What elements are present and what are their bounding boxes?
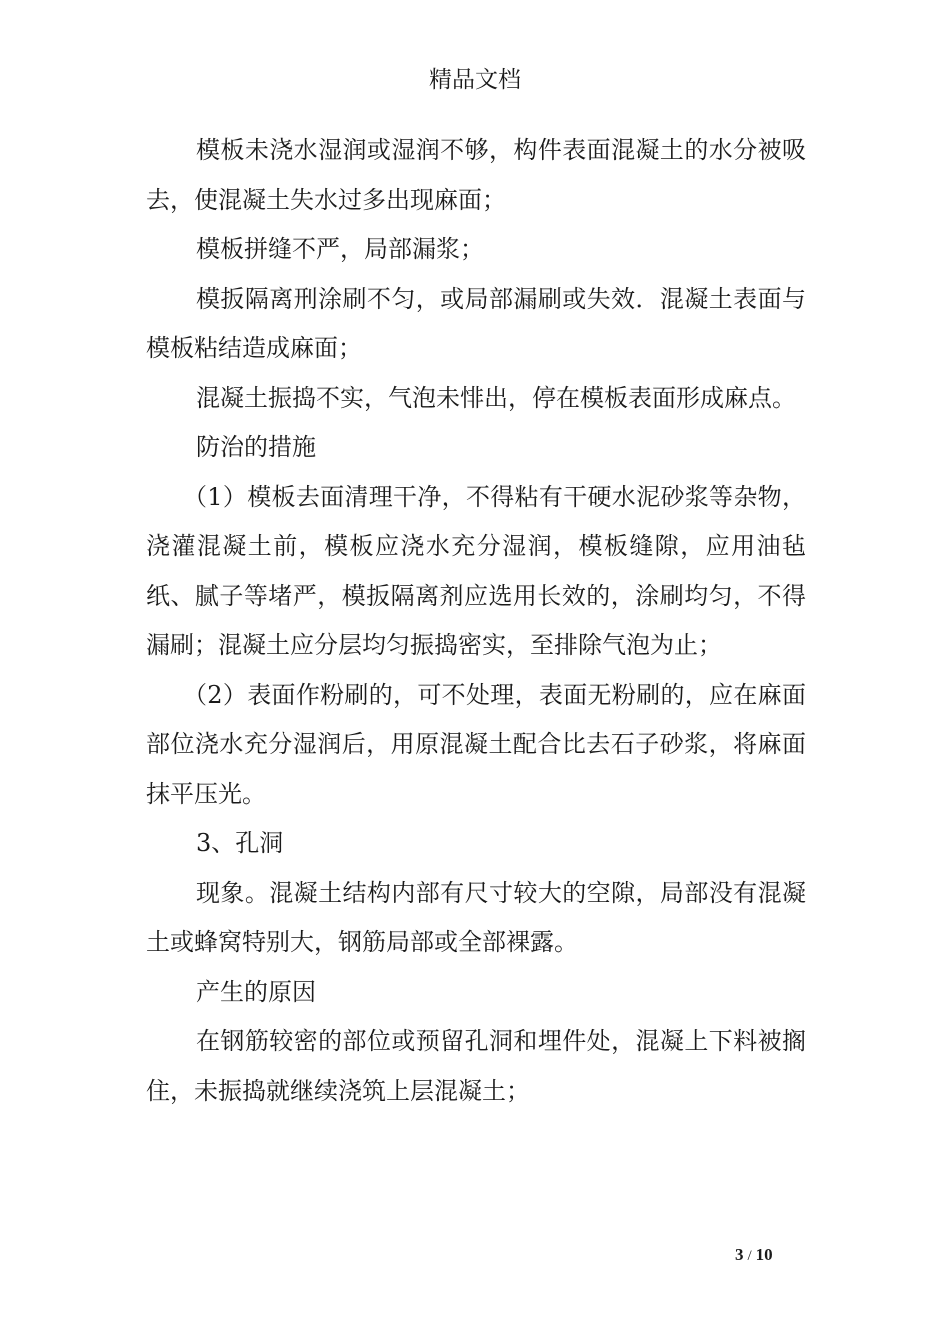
- paragraph: 模扳隔离刑涂刷不匀，或局部漏刷或失效．混凝土表面与模板粘结造成麻面；: [146, 284, 806, 362]
- page-header: [0, 64, 950, 96]
- paragraph: 混凝土振捣不实，气泡未悱出，停在模板表面形成麻点。: [196, 383, 796, 412]
- page-separator: /: [747, 1248, 752, 1264]
- paragraph: 在钢筋较密的部位或预留孔洞和埋件处，混凝上下料被搁住，未振捣就继续浇筑上层混凝土；: [146, 1027, 806, 1105]
- total-pages: 10: [755, 1245, 773, 1264]
- header-title: 精品文档: [429, 67, 521, 93]
- paragraph: （2）表面作粉刷的，可不处理，表面无粉刷的，应在麻面部位浇水充分湿润后，用原混凝土配合比去石子砂浆，将麻面抹平压光。: [146, 680, 806, 808]
- page-number: [735, 1244, 773, 1267]
- section-heading: 3、孔洞: [196, 829, 284, 857]
- current-page: 3: [735, 1245, 744, 1264]
- paragraph: 模板未浇水湿润或湿润不够，构件表面混凝土的水分被吸去，使混凝土失水过多出现麻面；: [146, 136, 806, 214]
- document-body: [146, 126, 806, 1116]
- section-heading: 防治的措施: [196, 433, 316, 461]
- section-heading: 产生的原因: [196, 977, 316, 1006]
- paragraph: （1）模板去面清理干净，不得粘有干硬水泥砂浆等杂物，浇灌混凝土前，模板应浇水充分湿润，模板缝隙，应用油毡纸、腻子等堵严，模扳隔离剂应选用长效的，涂刷均匀，不得漏刷；混凝土应分层均匀振捣密实，至排除气泡为止；: [146, 482, 806, 659]
- paragraph: 模板拼缝不严，局部漏浆；: [196, 235, 484, 263]
- paragraph: 现象。混凝土结构内部有尺寸较大的空隙，局部没有混凝土或蜂窝特别大，钢筋局部或全部裸露。: [146, 878, 806, 956]
